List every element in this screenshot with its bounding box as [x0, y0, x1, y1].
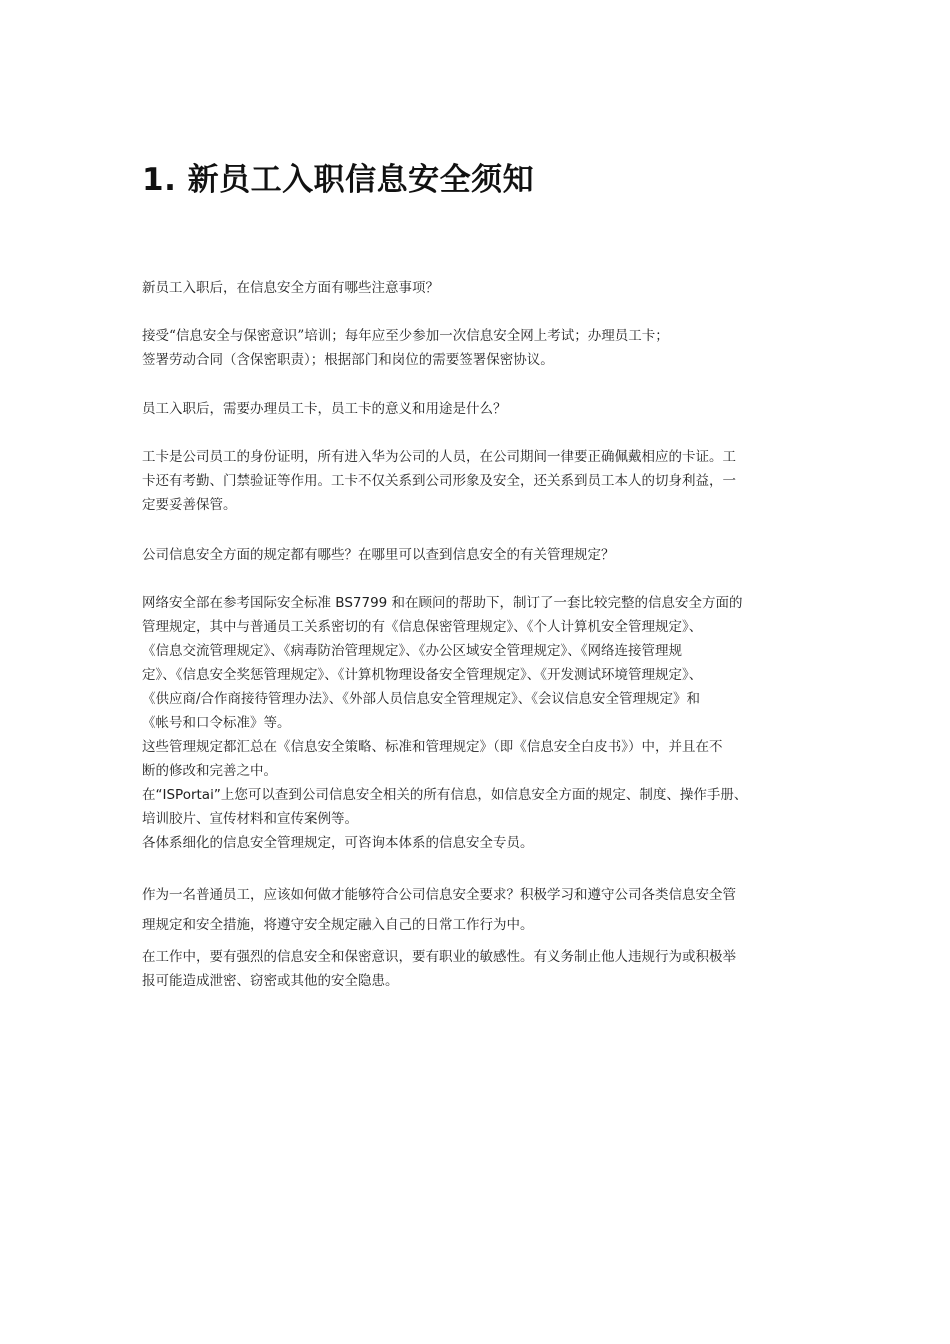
security-standard-code: BS7799 [335, 595, 388, 611]
answer-3-line-6: 《帐号和口令标准》等。 [142, 715, 291, 731]
answer-4-line-2: 报可能造成泄密、窃密或其他的安全隐患。 [142, 973, 399, 989]
answer-1-line-1: 接受“信息安全与保密意识”培训；每年应至少参加一次信息安全网上考试；办理员工卡； [142, 328, 669, 344]
answer-3-line-3: 《信息交流管理规定》、《病毒防治管理规定》、《办公区域安全管理规定》、《网络连接管理规 [142, 643, 682, 659]
portal-line-post: 上您可以查到公司信息安全相关的所有信息，如信息安全方面的规定、制度、操作手册、 [220, 787, 748, 803]
question-4-line-1: 作为一名普通员工，应该如何做才能够符合公司信息安全要求？积极学习和遵守公司各类信息安全管 [142, 887, 736, 903]
answer-2-line-1: 工卡是公司员工的身份证明，所有进入华为公司的人员，在公司期间一律要正确佩戴相应的卡证。工 [142, 449, 736, 465]
answer-4 [142, 945, 736, 993]
question-1 [142, 276, 439, 300]
portal-line-pre: 在 [142, 787, 156, 803]
answer-2-line-2: 卡还有考勤、门禁验证等作用。工卡不仅关系到公司形象及安全，还关系到员工本人的切身利益，一 [142, 473, 736, 489]
answer-1-line-2: 签署劳动合同（含保密职责）；根据部门和岗位的需要签署保密协议。 [142, 352, 554, 368]
answer-3-line-10: 培训胶片、宣传材料和宣传案例等。 [142, 811, 358, 827]
portal-name: “ISPortai” [155, 787, 221, 803]
question-3-text: 公司信息安全方面的规定都有哪些？在哪里可以查到信息安全的有关管理规定？ [142, 547, 615, 563]
answer-3-line-11: 各体系细化的信息安全管理规定，可咨询本体系的信息安全专员。 [142, 835, 534, 851]
answer-3-line-1-post: 和在顾问的帮助下，制订了一套比较完整的信息安全方面的 [387, 595, 743, 611]
answer-3-line-8: 断的修改和完善之中。 [142, 763, 277, 779]
answer-3-line-1 [142, 591, 747, 615]
question-2 [142, 397, 507, 421]
answer-3-line-5: 《供应商/合作商接待管理办法》、《外部人员信息安全管理规定》、《会议信息安全管理规定》和 [142, 691, 701, 707]
answer-4-line-1: 在工作中，要有强烈的信息安全和保密意识，要有职业的敏感性。有义务制止他人违规行为或积极举 [142, 949, 736, 965]
answer-3-line-1-pre: 网络安全部在参考国际安全标准 [142, 595, 336, 611]
question-2-text: 员工入职后，需要办理员工卡，员工卡的意义和用途是什么？ [142, 401, 507, 417]
question-4-line-2: 理规定和安全措施，将遵守安全规定融入自己的日常工作行为中。 [142, 917, 534, 933]
page-title: 1. 新员工入职信息安全须知 [142, 162, 535, 198]
question-4 [142, 880, 736, 940]
question-1-text: 新员工入职后，在信息安全方面有哪些注意事项？ [142, 280, 439, 296]
answer-2-line-3: 定要妥善保管。 [142, 497, 237, 513]
answer-1 [142, 324, 669, 372]
answer-2 [142, 445, 736, 517]
answer-3-line-9 [142, 783, 747, 807]
answer-3-line-7: 这些管理规定都汇总在《信息安全策略、标准和管理规定》（即《信息安全白皮书》）中，并且在不 [142, 739, 723, 755]
answer-3 [142, 591, 747, 855]
answer-3-line-4: 定》、《信息安全奖惩管理规定》、《计算机物理设备安全管理规定》、《开发测试环境管理规定》、 [142, 667, 703, 683]
question-3 [142, 543, 615, 567]
answer-3-line-2: 管理规定，其中与普通员工关系密切的有《信息保密管理规定》、《个人计算机安全管理规定》、 [142, 619, 703, 635]
